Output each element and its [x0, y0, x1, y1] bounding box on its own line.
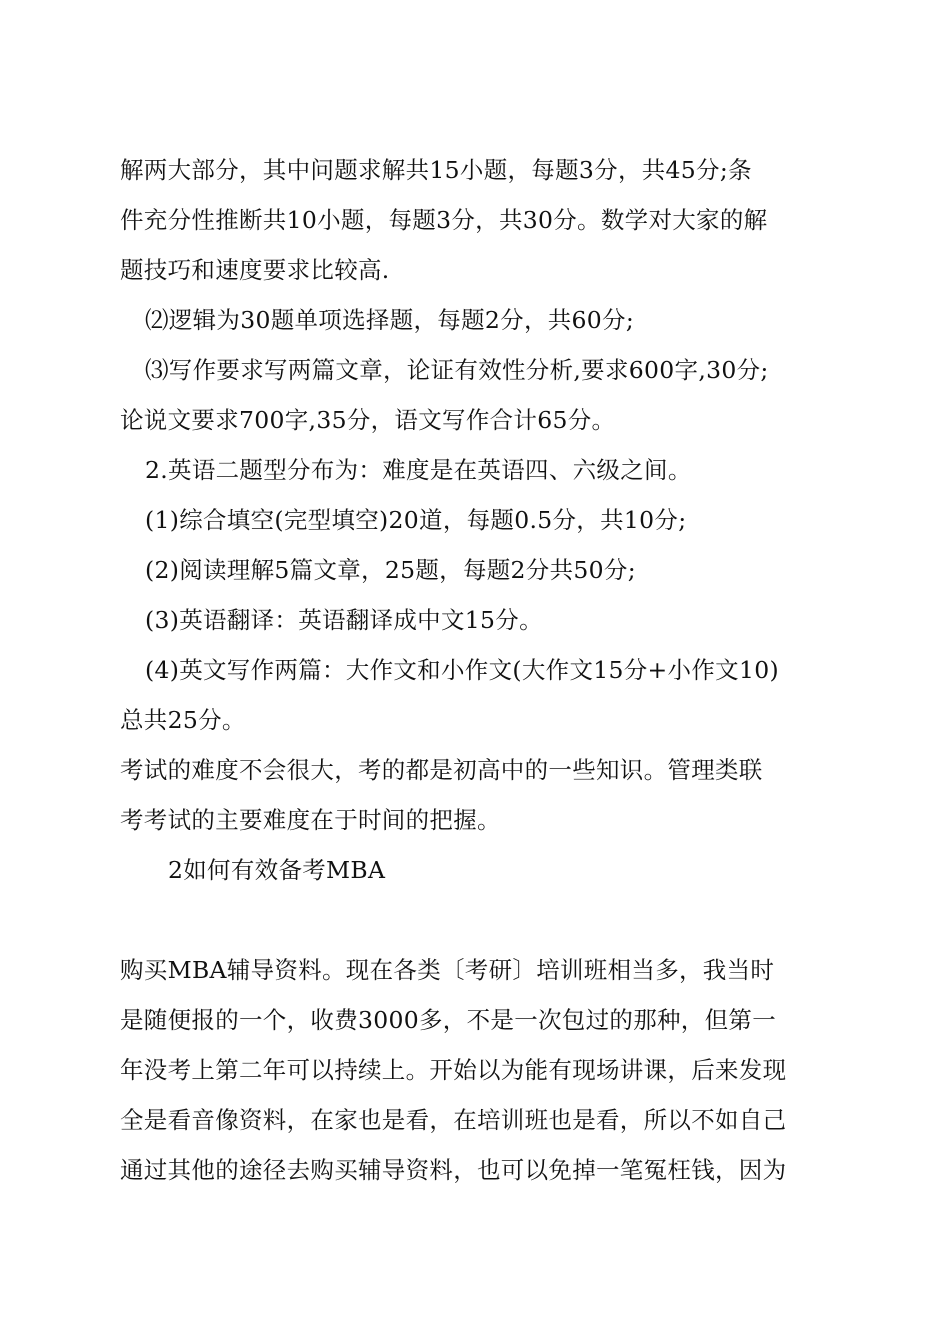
paragraph-line: 总共25分。: [120, 706, 246, 734]
paragraph-line: 年没考上第二年可以持续上。开始以为能有现场讲课，后来发现: [120, 1056, 787, 1084]
section-heading: 2如何有效备考MBA: [168, 856, 386, 884]
section-heading: 2.英语二题型分布为：难度是在英语四、六级之间。: [145, 456, 692, 484]
list-item: ⑶写作要求写两篇文章，论证有效性分析,要求600字,30分;: [145, 356, 769, 384]
list-item: (2)阅读理解5篇文章，25题，每题2分共50分;: [145, 556, 636, 584]
paragraph-line: 全是看音像资料，在家也是看，在培训班也是看，所以不如自己: [120, 1106, 787, 1134]
paragraph-line: 论说文要求700字,35分，语文写作合计65分。: [120, 406, 616, 434]
paragraph-line: 是随便报的一个，收费3000多，不是一次包过的那种，但第一: [120, 1006, 777, 1034]
list-item: (4)英文写作两篇：大作文和小作文(大作文15分+小作文10): [145, 656, 779, 684]
paragraph-line: 件充分性推断共10小题，每题3分，共30分。数学对大家的解: [120, 206, 768, 234]
paragraph-line: 通过其他的途径去购买辅导资料，也可以免掉一笔冤枉钱，因为: [120, 1156, 787, 1184]
list-item: ⑵逻辑为30题单项选择题，每题2分，共60分;: [145, 306, 635, 334]
list-item: (3)英语翻译：英语翻译成中文15分。: [145, 606, 543, 634]
paragraph-line: 解两大部分，其中问题求解共15小题，每题3分，共45分;条: [120, 156, 752, 184]
list-item: (1)综合填空(完型填空)20道，每题0.5分，共10分;: [145, 506, 687, 534]
paragraph-line: 考试的难度不会很大，考的都是初高中的一些知识。管理类联: [120, 756, 763, 784]
paragraph-line: 购买MBA辅导资料。现在各类〔考研〕培训班相当多，我当时: [120, 956, 775, 984]
paragraph-line: 题技巧和速度要求比较高.: [120, 256, 390, 284]
paragraph-line: 考考试的主要难度在于时间的把握。: [120, 806, 501, 834]
